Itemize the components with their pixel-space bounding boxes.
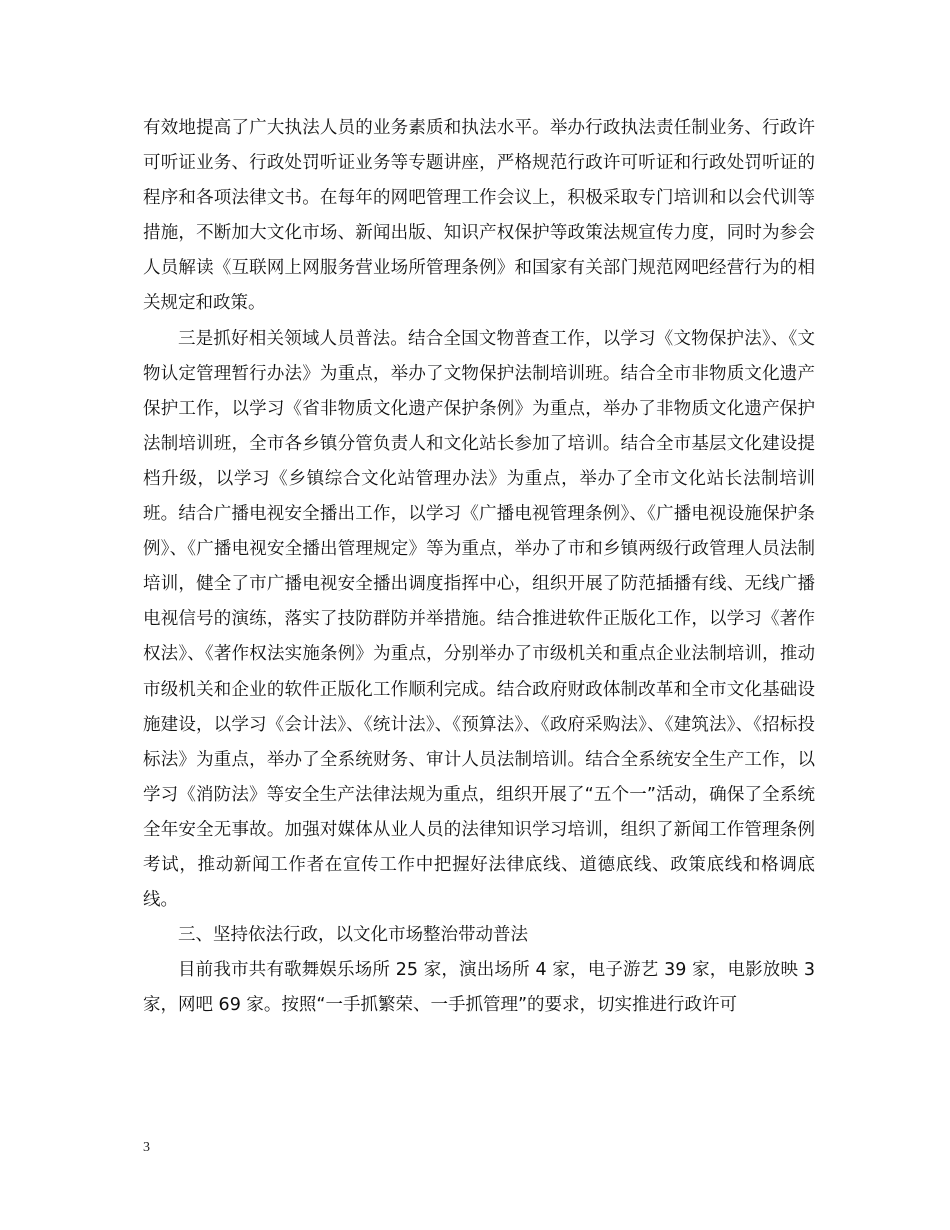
paragraph-1: 有效地提高了广大执法人员的业务素质和执法水平。举办行政执法责任制业务、行政许可听证业务、行政处罚听证业务等专题讲座，严格规范行政许可听证和行政处罚听证的程序和各项法律文书。在每年的网吧管理工作会议上，积极采取专门培训和以会代训等措施，不断加大文化市场、新闻出版、知识产权保护等政策法规宣传力度，同时为参会人员解读《互联网上网服务营业场所管理条例》和国家有关部门规范网吧经营行为的相关规定和政策。: [143, 118, 815, 314]
paragraph-2: 三是抓好相关领域人员普法。结合全国文物普查工作，以学习《文物保护法》、《文物认定管理暂行办法》为重点，举办了文物保护法制培训班。结合全市非物质文化遗产保护工作，以学习《省非物质文化遗产保护条例》为重点，举办了非物质文化遗产保护法制培训班，全市各乡镇分管负责人和文化站长参加了培训。结合全市基层文化建设提档升级，以学习《乡镇综合文化站管理办法》为重点，举办了全市文化站长法制培训班。结合广播电视安全播出工作，以学习《广播电视管理条例》、《广播电视设施保护条例》、《广播电视安全播出管理规定》等为重点，举办了市和乡镇两级行政管理人员法制培训，健全了市广播电视安全播出调度指挥中心，组织开展了防范插播有线、无线广播电视信号的演练，落实了技防群防并举措施。结合推进软件正版化工作，以学习《著作权法》、《著作权法实施条例》为重点，分别举办了市级机关和重点企业法制培训，推动市级机关和企业的软件正版化工作顺利完成。结合政府财政体制改革和全市文化基础设施建设，以学习《会计法》、《统计法》、《预算法》、《政府采购法》、《建筑法》、《招标投标法》为重点，举办了全系统财务、审计人员法制培训。结合全系统安全生产工作，以学习《消防法》等安全生产法律法规为重点，组织开展了“五个一”活动，确保了全系统全年安全无事故。加强对媒体从业人员的法律知识学习培训，组织了新闻工作管理条例考试，推动新闻工作者在宣传工作中把握好法律底线、道德底线、政策底线和格调底线。: [143, 328, 815, 911]
section-heading: 三、坚持依法行政，以文化市场整治带动普法: [178, 925, 528, 946]
paragraph-3: 目前我市共有歌舞娱乐场所 25 家，演出场所 4 家，电子游艺 39 家，电影放映 3 家，网吧 69 家。按照“一手抓繁荣、一手抓管理”的要求，切实推进行政许可: [143, 960, 815, 1016]
page-number: 3: [143, 1140, 150, 1155]
document-body: [143, 111, 815, 1023]
